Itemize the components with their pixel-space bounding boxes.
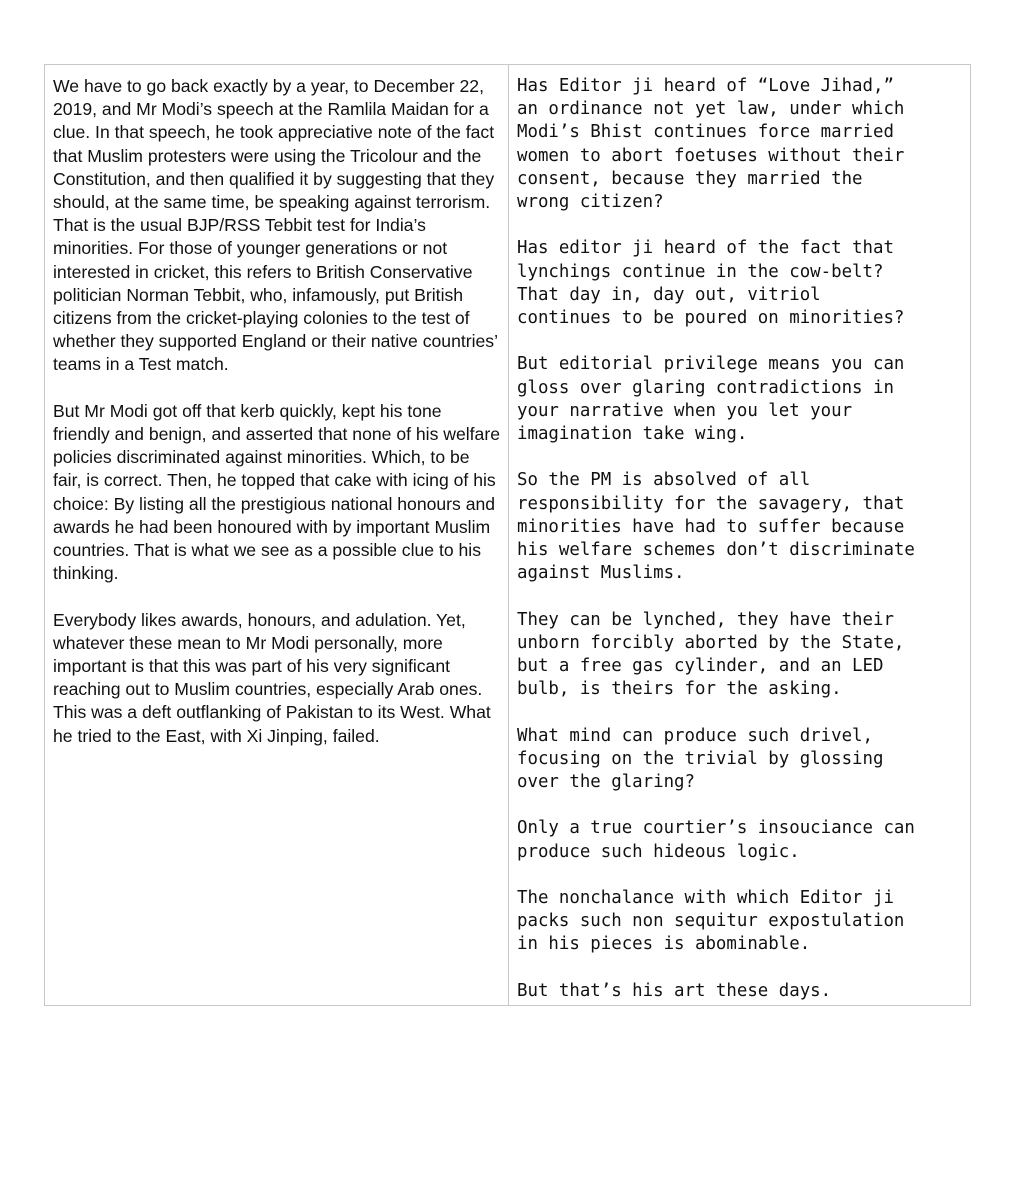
response-paragraph: Has editor ji heard of the fact that lynchings continue in the cow-belt? That day in, day out, vitriol continues to be poured on minorities?: [517, 238, 905, 329]
response-paragraph: The nonchalance with which Editor ji packs such non sequitur expostulation in his pieces is abominable.: [517, 888, 905, 955]
article-column: [45, 65, 509, 1005]
response-paragraph: Only a true courtier’s insouciance can produce such hideous logic.: [517, 818, 915, 862]
response-paragraph: They can be lynched, they have their unborn forcibly aborted by the State, but a free gas cylinder, and an LED bulb, is theirs for the asking.: [517, 609, 905, 700]
response-column: [509, 65, 970, 1005]
article-paragraph: But Mr Modi got off that kerb quickly, kept his tone friendly and benign, and asserted that none of his welfare policies discriminated against minorities. Which, to be fair, is correct. Then, he topped that cake with icing of his choice: By listing all the prestigious national honours and awards he had been honoured with by important Muslim countries. That is what we see as a possible clue to his thinking.: [53, 400, 500, 584]
response-paragraph: But that’s his art these days.: [517, 980, 832, 1001]
article-paragraph: We have to go back exactly by a year, to December 22, 2019, and Mr Modi’s speech at the Ramlila Maidan for a clue. In that speech, he took appreciative note of the fact that Muslim protesters were using the Tricolour and the Constitution, and then qualified it by suggesting that they should, at the same time, be speaking against terrorism. That is the usual BJP/RSS Tebbit test for India’s minorities. For those of younger generations or not interested in cricket, this refers to British Conservative politician Norman Tebbit, who, infamously, put British citizens from the cricket-playing colonies to the test of whether they supported England or their native countries’ teams in a Test match.: [53, 76, 498, 375]
response-paragraph: So the PM is absolved of all responsibility for the savagery, that minorities have had to suffer because his welfare schemes don’t discriminate against Muslims.: [517, 470, 915, 584]
response-paragraph: Has Editor ji heard of “Love Jihad,” an ordinance not yet law, under which Modi’s Bhist continues force married women to abort foetuses without their consent, because they married the wrong citizen?: [517, 76, 905, 213]
response-paragraph: But editorial privilege means you can gloss over glaring contradictions in your narrative when you let your imagination take wing.: [517, 354, 905, 445]
article-paragraph: Everybody likes awards, honours, and adulation. Yet, whatever these mean to Mr Modi personally, more important is that this was part of his very significant reaching out to Muslim countries, especially Arab ones. This was a deft outflanking of Pakistan to its West. What he tried to the East, with Xi Jinping, failed.: [53, 609, 491, 746]
response-paragraph: What mind can produce such drivel, focusing on the trivial by glossing over the glaring?: [517, 725, 884, 793]
comparison-table: [44, 64, 971, 1006]
